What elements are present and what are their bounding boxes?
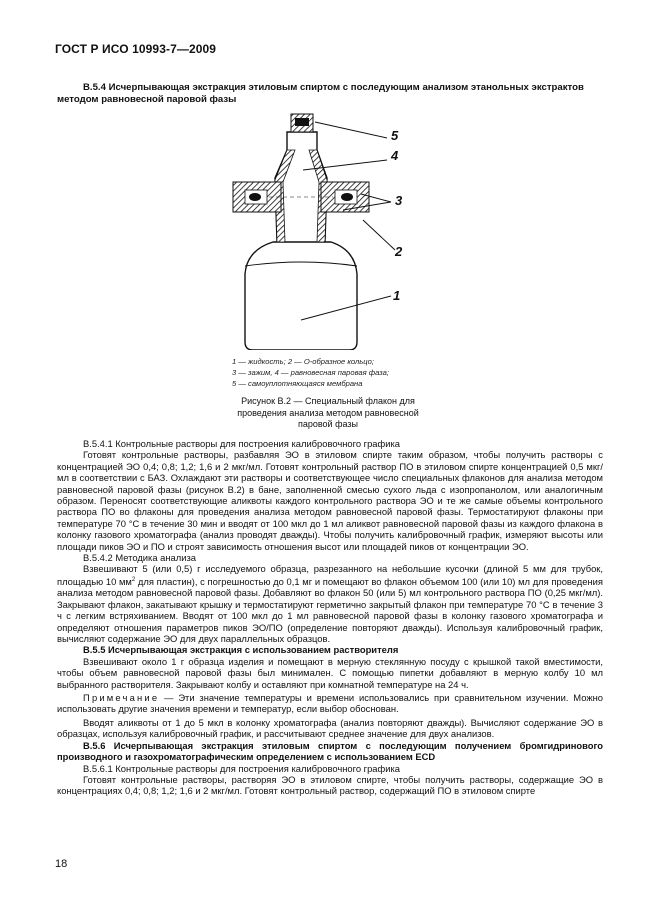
section-heading: В.5.6 Исчерпывающая экстракция этиловым спиртом с последующим получением бромгидринового производного и газохроматографическим определением с использованием ECD	[57, 739, 603, 763]
paragraph: Готовят контрольные растворы, разбавляя ЭО в этиловом спирте таким образом, чтобы получить растворы с концентрацией ЭО 0,4; 0,8; 1,2; 1,6 и 2 мкг/мл. Готовят контрольный раствор ПО в этиловом спирте концентрацией 0,5 мкг/мл в соответствии с БАЗ. Охлаждают эти растворы и соответствующее число специальных флаконов для анализа методом равновесной паровой фазы (рисунок В.2) в бане, заполненной смесью сухого льда с изопропанолом, или аналогичным образом. Переносят соответствующие аликвоты каждого контрольного раствора ЭО и те же самые объемы контрольного раствора ПО во флаконы для проведения анализа методом равновесной паровой фазы. Термостатируют флаконы при температуре 70 °С в течение 30 мин и вводят от 100 мкл до 1 мл аликвот равновесной паровой фазы из каждого флакона в колонку газового хроматографа (анализ проводят дважды). Чтобы получить калибровочный график, измеряют высоты или площади пиков ЭО и ПО и строят зависимость отношения высот или площадей пиков от концентрации ЭО.	[57, 449, 603, 552]
callout-5: 5	[391, 128, 399, 143]
legend-line: 1 — жидкость; 2 — О-образное кольцо;	[232, 357, 374, 366]
callout-4: 4	[391, 148, 399, 163]
section-heading: В.5.5 Исчерпывающая экстракция с использованием растворителя	[83, 644, 399, 656]
paragraph: Вводят аликвоты от 1 до 5 мкл в колонку хроматографа (анализ повторяют дважды). Вычисляют содержание ЭО в образцах, используя калибровочный график, и рассчитывают среднее значение для двух анализов.	[57, 716, 603, 740]
headspace-vial-figure	[195, 110, 435, 350]
figure-caption: Рисунок В.2 — Специальный флакон для проведения анализа методом равновесной паровой фазы	[237, 396, 419, 429]
page-number: 18	[55, 858, 68, 870]
callout-2: 2	[395, 244, 403, 259]
legend-line: 5 — самоуплотняющаяся мембрана	[232, 379, 363, 388]
o-ring-right	[341, 193, 353, 201]
document-header: ГОСТ Р ИСО 10993-7—2009	[55, 42, 217, 56]
callout-1: 1	[393, 288, 401, 303]
vial-body	[245, 242, 357, 350]
body-text	[57, 438, 603, 797]
paragraph: Готовят контрольные растворы, растворяя ЭО в этиловом спирте, чтобы получить растворы, содержащие ЭО в концентрациях 0,4; 0,8; 1,2; 1,6 и 2 мкг/мл. Готовят контрольный раствор, содержащий ПО в этиловом спирте	[57, 773, 603, 797]
note: Примечание — Эти значение температуры и времени использовались при сравнительном изучении. Можно использовать другие значения времени и температур, если выбор обоснован.	[57, 692, 603, 715]
subsection-heading: В.5.4.1 Контрольные растворы для построения калибровочного графика	[83, 438, 400, 449]
subsection-heading: В.5.4.2 Методика анализа	[83, 552, 196, 564]
callout-3: 3	[395, 193, 403, 208]
paragraph: Взвешивают 5 (или 0,5) г исследуемого образца, разрезанного на небольшие кусочки (длиной 5 мм для трубок, площадью 10 $мм^2$ для пластин), с погрешностью до 0,1 мг и помещают во флакон объемом 100 (или 10) мл для проведения анализа методом равновесной паровой фазы. Добавляют во флакон 50 (или 5) мл контрольного раствора ПО (0,25 мкг/мл). Закрывают флакон, закатывают крышку и термостатируют герметично закрытый флакон при температуре 70 °С в течение 3 ч с легким встряхиванием. Вводят от 100 мкл до 1 мл равновесной паровой фазы в колонку газового хроматографа и определяют отношения параметров пиков ЭО/ПО (определение повторяют дважды). Используя калибровочный график, вычисляют содержание ЭО для двух параллельных образцов.	[57, 563, 603, 645]
legend-line: 3 — зажим, 4 — равновесная паровая фаза;	[232, 368, 389, 377]
paragraph: Взвешивают около 1 г образца изделия и помещают в мерную стеклянную посуду с крышкой такой вместимости, чтобы объем равновесной паровой фазы был минимален. С помощью пипетки добавляют в мерную колбу 10 мл выбранного растворителя. Закрывают колбу и оставляют при комнатной температуре на 24 ч.	[57, 655, 603, 690]
o-ring-left	[249, 193, 261, 201]
section-title: В.5.4 Исчерпывающая экстракция этиловым спиртом с последующим анализом этанольных экстрактов методом равновесной паровой фазы	[57, 82, 584, 105]
subsection-heading: В.5.6.1 Контрольные растворы для построения калибровочного графика	[83, 762, 400, 774]
figure-legend	[232, 356, 422, 389]
